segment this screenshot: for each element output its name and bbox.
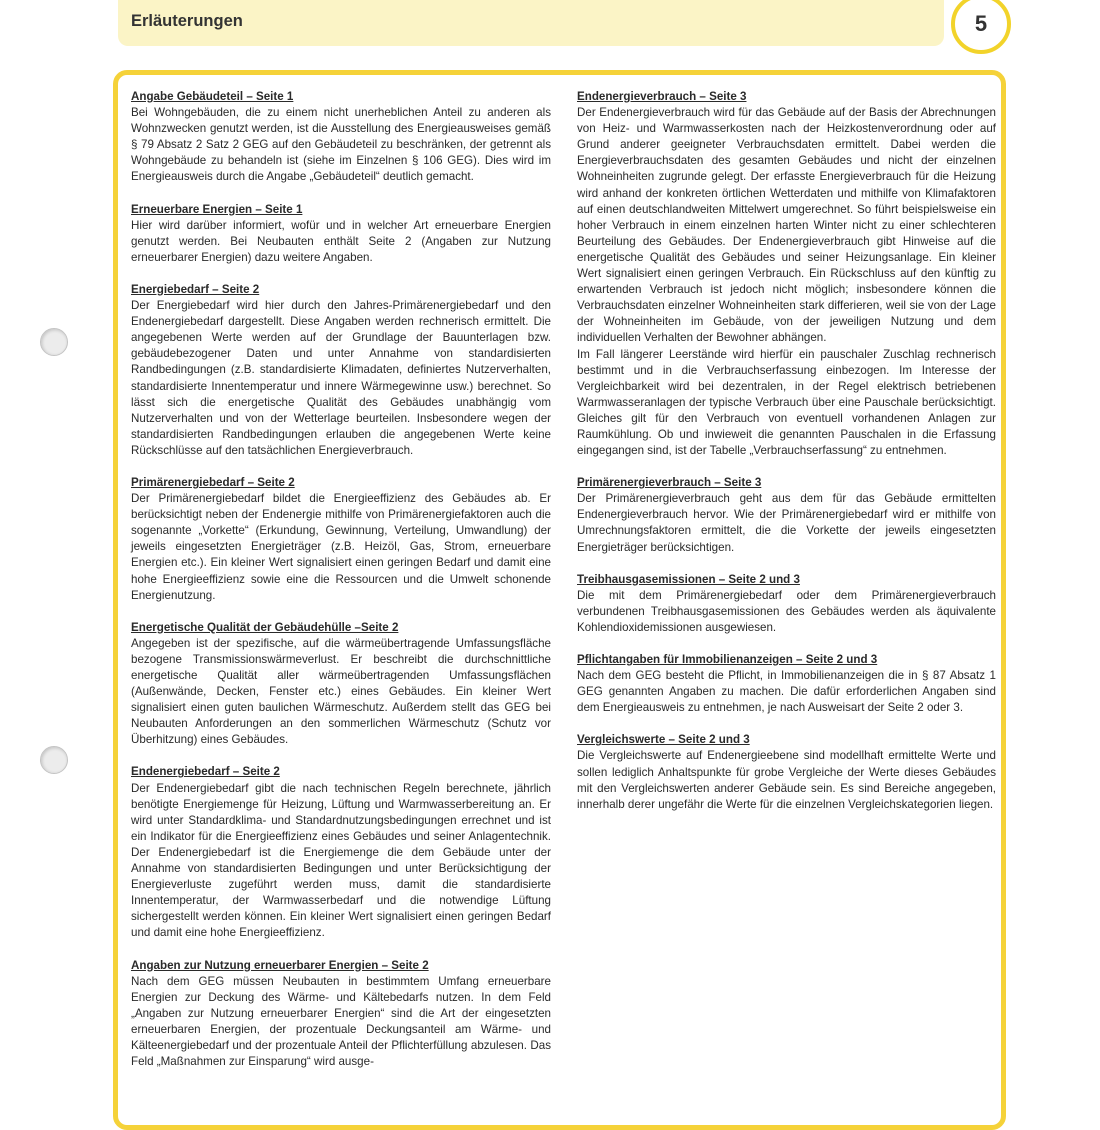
section-heading: Primärenergieverbrauch – Seite 3 [577, 476, 762, 490]
punch-hole-top [40, 328, 68, 356]
paragraph: Die Vergleichswerte auf Endenergieebene sind modellhaft ermittelte Werte und sollen lediglich Anhaltspunkte für grobe Vergleiche der Werte dieses Gebäudes mit den Vergleichswerten anderer Gebäude sein. Es sind Bereiche angegeben, innerhalb derer ungefähr die Werte für die einzelnen Vergleichskategorien liegen. [577, 749, 996, 811]
section-heading: Angabe Gebäudeteil – Seite 1 [131, 90, 294, 103]
page-number: 5 [974, 11, 988, 36]
right-column [577, 89, 996, 829]
section [131, 958, 551, 1071]
paragraph: Der Primärenergieverbrauch geht aus dem für das Gebäude ermittelten Endenergieverbrauch hervor. Wie der Primärenergiebedarf wird er mithilfe von Umrechnungsfaktoren ermittelt, die die Vorkette der jeweils eingesetzten Energieträger berücksichtigen. [577, 492, 996, 554]
section-body [131, 218, 551, 266]
section [131, 620, 551, 749]
paragraph: Nach dem GEG müssen Neubauten in bestimmtem Umfang erneuerbare Energien zur Deckung des Wärme- und Kältebedarfs nutzen. In dem Feld „Angaben zur Nutzung erneuerbarer Energien“ sind die Art der eingesetzten erneuerbaren Energien, der prozentuale Deckungsanteil am Wärme- und Kälteenergiebedarf und der prozentuale Anteil der Pflichterfüllung abzulesen. Das Feld „Maßnahmen zur Einsparung“ wird ausge- [131, 974, 551, 1069]
paragraph: Nach dem GEG besteht die Pflicht, in Immobilienanzeigen die in § 87 Absatz 1 GEG genannten Angaben zu machen. Die dafür erforderlichen Angaben sind dem Energieausweis zu entnehmen, je nach Ausweisart der Seite 2 oder 3. [577, 669, 996, 715]
section-heading: Pflichtangaben für Immobilienanzeigen – Seite 2 und 3 [577, 653, 878, 666]
page-number-badge [951, 0, 1011, 54]
section-heading: Primärenergiebedarf – Seite 2 [131, 475, 295, 489]
section-body [131, 105, 551, 185]
section-body [131, 636, 551, 749]
section-body [131, 298, 551, 459]
section-heading: Angaben zur Nutzung erneuerbarer Energien – Seite 2 [131, 958, 429, 972]
section [131, 202, 551, 266]
section-heading: Treibhausgasemissionen – Seite 2 und 3 [577, 572, 800, 586]
paragraph: Im Fall längerer Leerstände wird hierfür ein pauschaler Zuschlag rechnerisch bestimmt und in die Verbrauchserfassung einbezogen. Im Interesse der Vergleichbarkeit wird bei dezentralen, in der Regel elektrisch betriebenen Warmwasseranlagen der typische Verbrauch über eine Pauschale berücksichtigt. Gleiches gilt für den Verbrauch von eventuell vorhandenen Anlagen zur Raumkühlung. Ob und inwieweit die genannten Pauschalen in die Erfassung eingegangen sind, ist der Tabelle „Verbrauchserfassung“ zu entnehmen. [577, 347, 996, 458]
section-body [577, 748, 996, 812]
page-title: Erläuterungen [131, 12, 243, 30]
paragraph: Die mit dem Primärenergiebedarf oder dem Primärenergieverbrauch verbundenen Treibhausgasemissionen des Gebäudes werden als äquivalente Kohlendioxidemissionen ausgewiesen. [577, 588, 996, 634]
section [577, 652, 996, 716]
section [577, 572, 996, 636]
paragraph: Der Energiebedarf wird hier durch den Jahres-Primärenergiebedarf und den Endenergiebedarf dargestellt. Diese Angaben werden rechnerisch ermittelt. Die angegebenen Werte werden auf der Grundlage der Bauunterlagen bzw. gebäudebezogener Daten und unter Annahme von standardisierten Randbedingungen (z.B. standardisierte Klimadaten, definiertes Nutzerverhalten, standardisierte Innentemperatur und innere Wärmegewinne usw.) berechnet. So lässt sich die energetische Qualität des Gebäudes unabhängig vom Nutzerverhalten und von der Wetterlage beurteilen. Insbesondere wegen der standardisierten Randbedingungen erlauben die angegebenen Werte keine Rückschlüsse auf den tatsächlichen Energieverbrauch. [131, 299, 551, 457]
section-heading: Endenergieverbrauch – Seite 3 [577, 90, 747, 103]
section-heading: Endenergiebedarf – Seite 2 [131, 765, 280, 779]
section [131, 764, 551, 941]
paragraph: Der Endenergiebedarf gibt die nach technischen Regeln berechnete, jährlich benötigte Energiemenge für Heizung, Lüftung und Warmwasserbereitung an. Er wird unter Standardklima- und Standardnutzungsbedingungen errechnet und ist ein Indikator für die Energieeffizienz eines Gebäudes und seiner Anlagentechnik. Der Endenergiebedarf ist die Energiemenge die dem Gebäude unter der Annahme von standardisierten Bedingungen und unter Berücksichtigung der Energieverluste zugeführt werden muss, damit die standardisierte Innentemperatur, der Warmwasserbedarf und die notwendige Lüftung sichergestellt werden können. Ein kleiner Wert signalisiert einen geringen Bedarf und damit eine hohe Energieeffizienz. [131, 781, 551, 940]
paragraph: Bei Wohngebäuden, die zu einem nicht unerheblichen Anteil zu anderen als Wohnzwecken genutzt werden, ist die Ausstellung des Energieausweises gemäß § 79 Absatz 2 Satz 2 GEG auf den Gebäudeteil zu beschränken, der getrennt als Wohngebäude zu behandeln ist (siehe im Einzelnen § 106 GEG). Dies wird im Energieausweis durch die Angabe „Gebäudeteil“ deutlich gemacht. [131, 106, 551, 184]
paragraph: Der Primärenergiebedarf bildet die Energieeffizienz des Gebäudes ab. Er berücksichtigt neben der Endenergie mithilfe von Primärenergiefaktoren auch die sogenannte „Vorkette“ (Erkundung, Gewinnung, Verteilung, Umwandlung) der jeweils eingesetzten Energieträger (z.B. Heizöl, Gas, Strom, erneuerbare Energien etc.). Ein kleiner Wert signalisiert einen geringen Bedarf und damit eine hohe Energieeffizienz sowie eine die Ressourcen und die Umwelt schonende Energienutzung. [131, 492, 551, 602]
section-body [577, 491, 996, 555]
section-body [577, 105, 996, 459]
section [131, 475, 551, 604]
section [131, 282, 551, 459]
punch-hole-bottom [40, 746, 68, 774]
left-column [131, 89, 551, 1086]
section [577, 89, 996, 459]
section [131, 89, 551, 186]
paragraph: Angegeben ist der spezifische, auf die wärmeübertragende Umfassungsfläche bezogene Transmissionswärmeverlust. Er beschreibt die durchschnittliche energetische Qualität aller wärmeübertragenden Umfassungsflächen (Außenwände, Decken, Fenster etc.) eines Gebäudes. Ein kleiner Wert signalisiert einen guten baulichen Wärmeschutz. Außerdem stellt das GEG bei Neubauten Anforderungen an den sommerlichen Wärmeschutz (Schutz vor Überhitzung) eines Gebäudes. [131, 636, 551, 747]
section-body [131, 781, 551, 942]
section-body [131, 491, 551, 604]
section-body [131, 974, 551, 1071]
section-heading: Erneuerbare Energien – Seite 1 [131, 202, 303, 216]
paragraph: Der Endenergieverbrauch wird für das Gebäude auf der Basis der Abrechnungen von Heiz- und Warmwasserkosten nach der Heizkostenverordnung oder auf Grund anderer geeigneter Verbrauchsdaten ermittelt. Dabei werden die Energieverbrauchsdaten des gesamten Gebäudes und nicht der einzelnen Wohneinheiten zugrunde gelegt. Der erfasste Energieverbrauch für die Heizung wird anhand der konkreten örtlichen Wetterdaten und mithilfe von Klimafaktoren auf einen deutschlandweiten Mittelwert umgerechnet. So führt beispielsweise ein hoher Verbrauch in einem einzelnen harten Winter nicht zu einer schlechteren Beurteilung des Gebäudes. Der Endenergieverbrauch gibt Hinweise auf die energetische Qualität des Gebäudes und seiner Heizungsanlage. Ein kleiner Wert signalisiert einen geringen Verbrauch. Ein Rückschluss auf den künftig zu erwartenden Verbrauch ist jedoch nicht möglich; insbesondere können die Verbrauchsdaten einzelner Wohneinheiten stark differieren, weil sie von der Lage der Wohneinheiten im Gebäude, von der jeweiligen Nutzung und dem individuellen Verhalten der Bewohner abhängen. [577, 106, 996, 345]
section-heading: Vergleichswerte – Seite 2 und 3 [577, 733, 750, 747]
section-body [577, 588, 996, 636]
section-heading: Energetische Qualität der Gebäudehülle –Seite 2 [131, 620, 399, 634]
paragraph: Hier wird darüber informiert, wofür und in welcher Art erneuerbare Energien genutzt werden. Bei Neubauten enthält Seite 2 (Angaben zur Nutzung erneuerbarer Energien) dazu weitere Angaben. [131, 218, 551, 264]
section-heading: Energiebedarf – Seite 2 [131, 282, 260, 296]
section-body [577, 668, 996, 716]
section [577, 732, 996, 812]
section [577, 475, 996, 555]
